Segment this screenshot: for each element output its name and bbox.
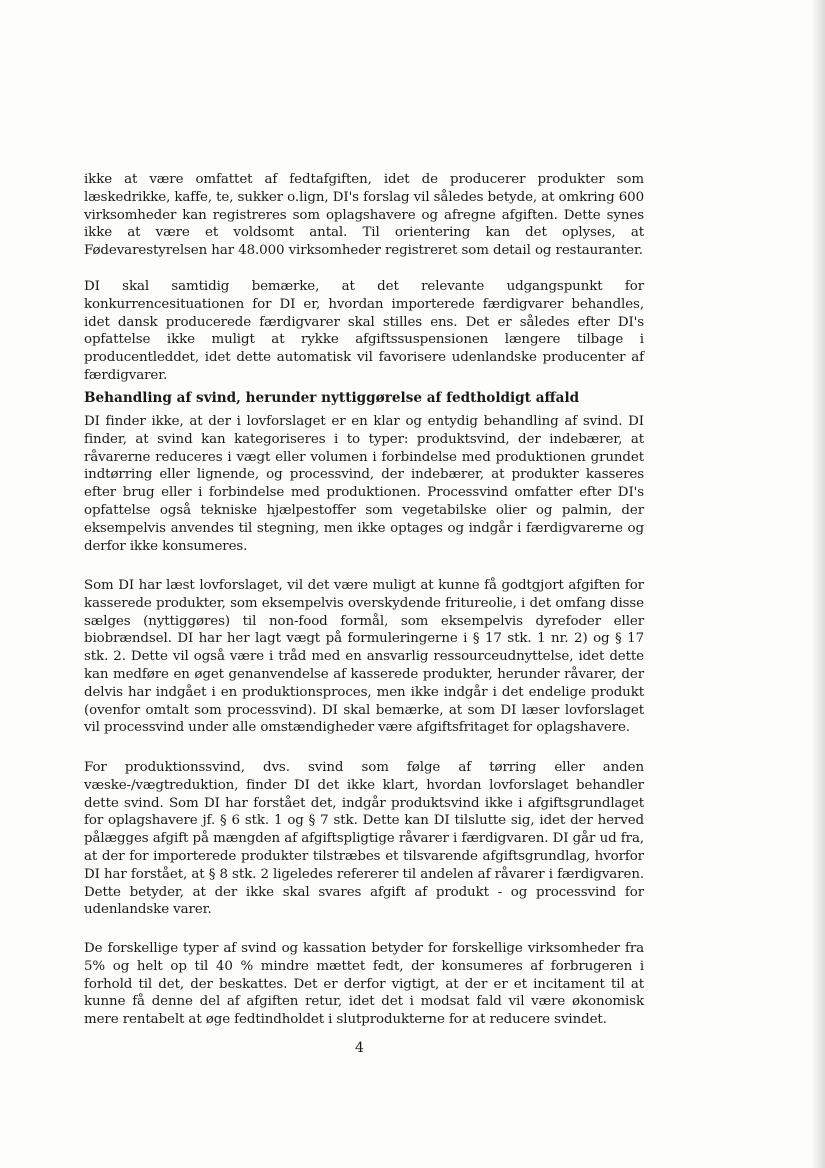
paragraph-competition: DI skal samtidig bemærke, at det relevante udgangspunkt for konkurrencesituationen for DI er, hvordan importerede færdigvarer behandles, idet dansk producerede færdigvarer skal stilles ens. Det er således efter DI's opfattelse ikke muligt at rykke afgiftssuspensionen længere tilbage i producentleddet, idet dette automatisk vil favorisere udenlandske producenter af færdigvarer.: [84, 279, 644, 383]
section-heading: Behandling af svind, herunder nyttiggørelse af fedtholdigt affald: [84, 390, 580, 406]
page-number: 4: [355, 1040, 364, 1056]
scan-edge-shadow: [811, 0, 825, 1168]
paragraph-incentive: De forskellige typer af svind og kassation betyder for forskellige virksomheder fra 5% og helt op til 40 % mindre mættet fedt, der konsumeres af forbrugeren i forhold til det, der beskattes. Det er derfor vigtigt, at der er et incitament til at kunne få denne del af afgiften retur, idet det i modsat fald vil være økonomisk mere rentabelt at øge fedtindholdet i slutprodukterne for at reducere svindet.: [84, 941, 644, 1028]
paragraph-waste-types: DI finder ikke, at der i lovforslaget er en klar og entydig behandling af svind. DI finder, at svind kan kategoriseres i to typer: produktsvind, der indebærer, at råvarerne reduceres i vægt eller volumen i forbindelse med produktionen grundet indtørring eller lignende, og processvind, der indebærer, at produkter kasseres efter brug eller i forbindelse med produktionen. Processvind omfatter efter DI's opfattelse også tekniske hjælpestoffer som vegetabilske olier og palmin, der eksempelvis anvendes til stegning, men ikke optages og indgår i færdigvarerne og derfor ikke konsumeres.: [84, 414, 644, 554]
paragraph-reimbursement: Som DI har læst lovforslaget, vil det være muligt at kunne få godtgjort afgiften for kasserede produkter, som eksempelvis overskydende fritureolie, i det omfang disse sælges (nyttiggøres) til non-food formål, som eksempelvis dyrefoder eller biobrændsel. DI har her lagt vægt på formuleringerne i § 17 stk. 1 nr. 2) og § 17 stk. 2. Dette vil også være i tråd med en ansvarlig ressourceudnyttelse, idet dette kan medføre en øget genanvendelse af kasserede produkter, herunder råvarer, der delvis har indgået i en produktionsproces, men ikke indgår i det endelige produkt (ovenfor omtalt som processvind). DI skal bemærke, at som DI læser lovforslaget vil processvind under alle omstændigheder være afgiftsfritaget for oplagshavere.: [84, 578, 644, 736]
paragraph-production-waste: For produktionssvind, dvs. svind som følge af tørring eller anden væske-/vægtreduktion, finder DI det ikke klart, hvordan lovforslaget behandler dette svind. Som DI har forstået det, indgår produktsvind ikke i afgiftsgrundlaget for oplagshavere jf. § 6 stk. 1 og § 7 stk. Dette kan DI tilslutte sig, idet der herved pålægges afgift på mængden af afgiftspligtige råvarer i færdigvaren. DI går ud fra, at der for importerede produkter tilstræbes et tilsvarende afgiftsgrundlag, hvorfor DI har forstået, at § 8 stk. 2 ligeledes refererer til andelen af råvarer i færdigvaren. Dette betyder, at der ikke skal svares afgift af produkt - og processvind for udenlandske varer.: [84, 760, 644, 918]
paragraph-excise-registration: ikke at være omfattet af fedtafgiften, idet de producerer produkter som læskedrikke, kaffe, te, sukker o.lign, DI's forslag vil således betyde, at omkring 600 virksomheder kan registreres som oplagshavere og afregne afgiften. Dette synes ikke at være et voldsomt antal. Til orientering kan det oplyses, at Fødevarestyrelsen har 48.000 virksomheder registreret som detail og restauranter.: [84, 172, 644, 259]
